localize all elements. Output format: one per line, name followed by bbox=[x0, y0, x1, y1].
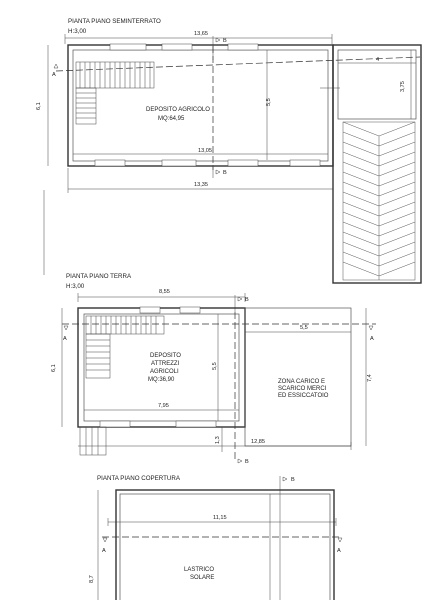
ground-dim-right: 7,4 bbox=[367, 374, 373, 382]
roof-dim-left: 8,7 bbox=[89, 575, 95, 583]
basement-section-b-bottom: B bbox=[223, 170, 227, 176]
roof-name-2: SOLARE bbox=[190, 575, 215, 581]
roof-section-a-left: A bbox=[102, 548, 106, 554]
ground-zone-3: ED ESSICCATOIO bbox=[278, 393, 329, 399]
basement-dim-ramp-width: 4 bbox=[376, 57, 380, 63]
basement-room-area: MQ:64,95 bbox=[158, 116, 185, 122]
basement-title: PIANTA PIANO SEMINTERRATO bbox=[68, 18, 161, 25]
basement-section-a-left: A bbox=[52, 72, 56, 78]
basement-section-b-top: B bbox=[223, 38, 227, 44]
roof-section-a-right: A bbox=[337, 548, 341, 554]
basement-room-name: DEPOSITO AGRICOLO bbox=[146, 107, 210, 113]
ground-room-name-2: ATTREZZI bbox=[151, 361, 180, 367]
roof-title: PIANTA PIANO COPERTURA bbox=[97, 475, 180, 482]
ground-height: H:3,00 bbox=[66, 283, 85, 290]
ground-room-name-1: DEPOSITO bbox=[150, 353, 181, 359]
basement-ramp-hatch bbox=[343, 122, 415, 280]
ground-dim-zone-width: 5,5 bbox=[300, 325, 308, 331]
ground-section-a-left: A bbox=[63, 336, 67, 342]
ground-dim-top: 8,55 bbox=[159, 289, 170, 295]
basement-dim-outer-bottom: 13,35 bbox=[194, 182, 208, 188]
ground-plan bbox=[51, 273, 376, 465]
basement-stairs bbox=[76, 62, 154, 124]
basement-dim-room-depth: 5,5 bbox=[266, 98, 272, 106]
basement-dim-inner-bottom: 13,05 bbox=[198, 148, 212, 154]
ground-section-a-right: A bbox=[370, 336, 374, 342]
ground-title: PIANTA PIANO TERRA bbox=[66, 273, 132, 280]
basement-dim-left: 6,1 bbox=[36, 102, 42, 110]
roof-name-1: LASTRICO bbox=[184, 567, 215, 573]
ground-dim-room-depth: 5,5 bbox=[212, 362, 218, 370]
ground-dim-step: 1,3 bbox=[215, 436, 221, 444]
ground-dim-inner-bottom: 7,95 bbox=[158, 403, 169, 409]
basement-height: H:3,00 bbox=[68, 28, 87, 35]
ground-section-b-top: B bbox=[245, 297, 249, 303]
roof-dim-top: 11,15 bbox=[213, 515, 227, 521]
ground-zone-1: ZONA CARICO E bbox=[278, 379, 326, 385]
roof-plan bbox=[89, 475, 342, 600]
ground-room-area: MQ:36,90 bbox=[148, 377, 175, 383]
ground-zone-2: SCARICO MERCI bbox=[278, 386, 327, 392]
ground-room-name-3: AGRICOLI bbox=[150, 369, 179, 375]
ground-dim-outer-bottom: 12,85 bbox=[251, 439, 265, 445]
ground-entry-steps bbox=[80, 427, 106, 455]
basement-plan bbox=[36, 18, 421, 283]
basement-dim-top: 13,65 bbox=[194, 31, 208, 37]
ground-dim-left: 6,1 bbox=[51, 364, 57, 372]
basement-dim-ramp-depth: 3,75 bbox=[400, 81, 406, 92]
roof-section-b-top: B bbox=[291, 477, 295, 483]
ground-section-b-bottom: B bbox=[245, 459, 249, 465]
